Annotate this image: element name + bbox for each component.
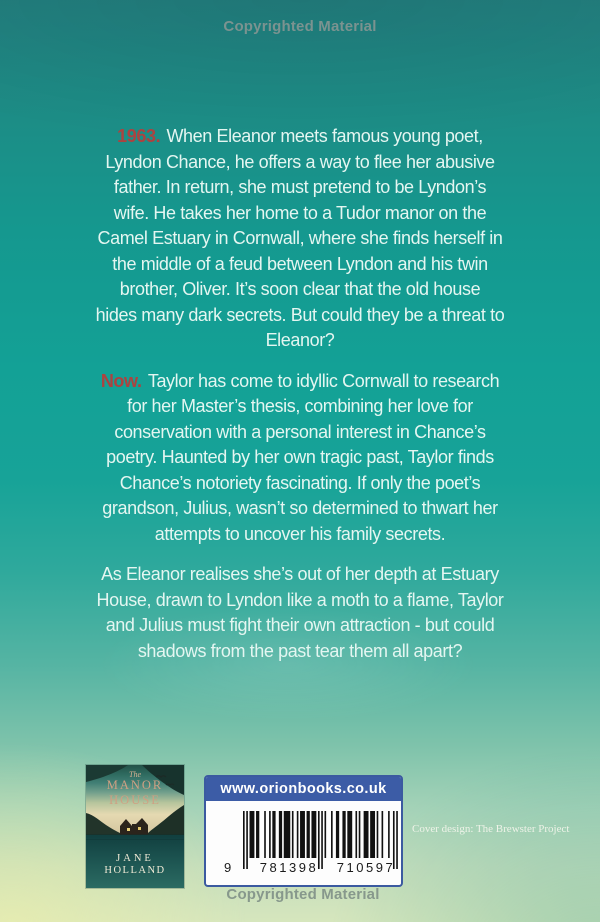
barcode-bar: [269, 811, 271, 858]
barcode-digit-group: 710597: [336, 860, 396, 875]
barcode-digit-group: 781398: [259, 860, 319, 875]
blurb-line: hides many dark secrets. But could they be a threat to: [95, 304, 505, 325]
era-label-now: Now.: [100, 370, 142, 391]
front-cover-thumbnail: [86, 765, 184, 888]
barcode-bar: [331, 811, 333, 858]
barcode-bar: [325, 811, 327, 858]
barcode-digit-group: 9: [224, 860, 232, 875]
barcode-bar: [297, 811, 299, 858]
thumbnail-title-the: The: [129, 770, 141, 779]
thumbnail-window: [127, 828, 130, 831]
barcode-bar: [342, 811, 345, 858]
barcode-bar: [336, 811, 339, 858]
barcode-digits: [206, 861, 401, 875]
blurb-line: Eleanor?: [265, 330, 335, 350]
blurb-line: for her Master’s thesis, combining her love for: [127, 396, 473, 416]
barcode-bar: [355, 811, 357, 858]
barcode-bar: [292, 811, 294, 858]
barcode-bar: [370, 811, 375, 858]
blurb-line: the middle of a feud between Lyndon and his twin: [112, 253, 488, 274]
barcode-bar: [272, 811, 275, 858]
barcode-bar: [284, 811, 291, 858]
blurb-line: Lyndon Chance, he offers a way to flee her abusive: [105, 151, 495, 172]
blurb-paragraph-now: [0, 369, 600, 548]
barcode-bar: [382, 811, 384, 858]
era-label-1963: 1963.: [117, 126, 161, 146]
blurb-line: House, drawn to Lyndon like a moth to a flame, Taylor: [96, 589, 504, 610]
barcode-bar: [307, 811, 310, 858]
cover-design-credit: Cover design: The Brewster Project: [412, 823, 570, 835]
publisher-url-banner: www.orionbooks.co.uk: [206, 777, 401, 801]
thumbnail-window: [138, 827, 141, 830]
blurb-line: Chance’s notoriety fascinating. If only the poet’s: [119, 472, 481, 493]
barcode-bar: [279, 811, 282, 858]
blurb-text: Taylor has come to idyllic Cornwall to research: [147, 370, 500, 391]
barcode-bar: [311, 811, 316, 858]
blurb-line: As Eleanor realises she’s out of her depth at Estuary: [101, 564, 499, 584]
copyright-watermark-bottom: Copyrighted Material: [226, 886, 380, 903]
barcode-bar: [347, 811, 352, 858]
barcode-bar: [264, 811, 266, 858]
thumbnail-title-manor: MANOR: [106, 778, 164, 792]
blurb-line: attempts to uncover his family secrets.: [154, 523, 446, 544]
blurb-paragraph-closing: [0, 562, 600, 664]
barcode-bar: [256, 811, 259, 858]
blurb-line: [0, 369, 600, 395]
barcode-bar: [300, 811, 305, 858]
blurb-text: When Eleanor meets famous young poet,: [166, 126, 483, 146]
barcode-bar: [359, 811, 361, 858]
barcode-bar: [377, 811, 379, 858]
copyright-watermark-top: Copyrighted Material: [223, 18, 377, 35]
blurb-line: and Julius must fight their own attraction - but could: [105, 615, 495, 635]
barcode-bar: [250, 811, 255, 858]
thumbnail-author-holland: HOLLAND: [104, 865, 166, 876]
blurb-line: wife. He takes her home to a Tudor manor on the: [113, 202, 487, 223]
barcode-bar: [364, 811, 369, 858]
blurb-line: poetry. Haunted by her own tragic past, Taylor finds: [106, 447, 494, 467]
barcode-bar: [388, 811, 390, 858]
blurb-line: grandson, Julius, wasn’t so determined to thwart her: [102, 498, 498, 518]
back-cover-blurb: [0, 124, 600, 664]
blurb-line: shadows from the past tear them all apart?: [137, 640, 463, 661]
blurb-line: conservation with a personal interest in Chance’s: [114, 421, 486, 442]
thumbnail-author-jane: JANE: [116, 853, 154, 864]
barcode-sticker: [204, 775, 403, 887]
blurb-line: brother, Oliver. It’s soon clear that the old house: [119, 279, 481, 299]
thumbnail-water-ripple: [86, 839, 184, 840]
blurb-line: father. In return, she must pretend to be Lyndon’s: [113, 177, 487, 197]
thumbnail-title-house: HOUSE: [109, 793, 161, 807]
blurb-line: Camel Estuary in Cornwall, where she finds herself in: [97, 228, 503, 248]
blurb-line: [0, 124, 600, 150]
blurb-paragraph-1963: [0, 124, 600, 354]
